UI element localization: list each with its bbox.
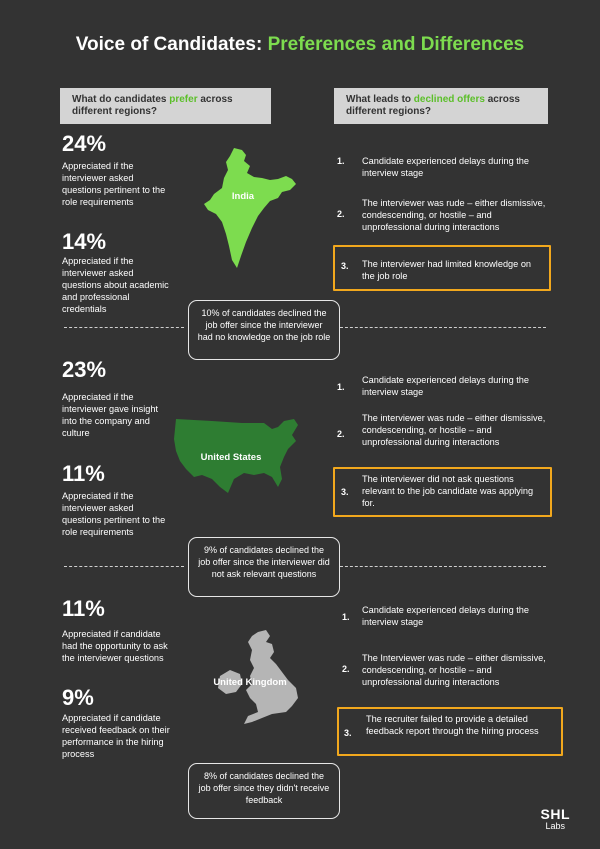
india-reason-1-text: Candidate experienced delays during the interview stage [362,156,530,178]
uk-reason-3-number: 3. [344,728,352,738]
us-stat-2-text: Appreciated if the interviewer asked questions pertinent to the role requirements [62,491,166,537]
logo-bottom: Labs [545,821,566,831]
india-stat-2-percent: 14% [62,229,107,254]
title-part-1: Voice of Candidates: [75,34,268,55]
us-reason-2-number: 2. [337,429,345,439]
right-column-header [334,88,548,124]
uk-callout-bubble [188,763,340,819]
india-callout-bubble [188,300,340,360]
india-stat-1-text: Appreciated if the interviewer asked questions pertinent to the role requirements [62,161,166,207]
uk-stat-2-percent: 9% [62,685,94,710]
us-stat-1-percent: 23% [62,357,107,382]
uk-stat-1-text: Appreciated if candidate had the opportunity to ask the interviewer questions [62,629,168,663]
left-header-highlight: prefer [169,94,198,105]
us-stat-2-percent: 11% [62,461,105,486]
uk-reason-1-text: Candidate experienced delays during the interview stage [362,605,530,627]
india-stat-1-percent: 24% [62,131,107,156]
india-reason-2-text: The interviewer was rude – either dismissive, condescending, or hostile – and unprofessional during interactions [362,198,546,232]
india-reason-3-text: The interviewer had limited knowledge on the job role [362,259,532,281]
uk-stat-2-text: Appreciated if candidate received feedback on their performance in the hiring process [62,713,170,759]
india-reason-3-number: 3. [341,261,349,271]
india-stat-2-text: Appreciated if the interviewer asked questions about academic and professional credentials [62,256,169,314]
divider-1-left [64,327,184,328]
india-reason-2-number: 2. [337,209,345,219]
divider-2-left [64,566,184,567]
uk-reason-2-text: The Interviewer was rude – either dismissive, condescending, or hostile – and unprofessional during interactions [362,653,546,687]
page-title [0,34,600,56]
divider-1-right [340,327,546,328]
us-callout-text: 9% of candidates declined the job offer since the interviewer did not ask relevant questions [198,545,330,579]
uk-reason-3-text: The recruiter failed to provide a detailed feedback report through the hiring process [366,714,539,736]
uk-reason-2-number: 2. [342,664,350,674]
left-header-pre: What do candidates [72,94,170,105]
us-reason-2-text: The interviewer was rude – either dismissive, condescending, or hostile – and unprofessional during interactions [362,413,546,447]
us-reason-1-text: Candidate experienced delays during the interview stage [362,375,530,397]
left-header-post: across different regions? [72,94,233,117]
right-header-post: across different regions? [346,94,520,117]
us-reason-3-number: 3. [341,487,349,497]
uk-reason-1-number: 1. [342,612,350,622]
us-callout-bubble [188,537,340,597]
logo-top: SHL [540,806,570,822]
india-callout-text: 10% of candidates declined the job offer since the interviewer had no knowledge on the job role [197,308,331,342]
left-column-header [60,88,271,124]
right-header-highlight: declined offers [413,94,485,105]
us-stat-1-text: Appreciated if the interviewer gave insight into the company and culture [62,392,159,438]
us-reason-3-text: The interviewer did not ask questions relevant to the job candidate was applying for. [362,474,534,508]
uk-map-label: United Kingdom [213,677,287,688]
shl-labs-logo [541,807,571,831]
us-map-label: United States [200,452,262,463]
us-reason-1-number: 1. [337,382,345,392]
uk-stat-1-percent: 11% [62,596,105,621]
title-part-2: Preferences and Differences [267,34,525,55]
divider-2-right [340,566,546,567]
right-header-pre: What leads to [346,94,414,105]
uk-callout-text: 8% of candidates declined the job offer since they didn't receive feedback [198,771,330,805]
india-map [200,146,300,271]
india-reason-1-number: 1. [337,156,345,166]
india-map-label: India [231,191,255,202]
